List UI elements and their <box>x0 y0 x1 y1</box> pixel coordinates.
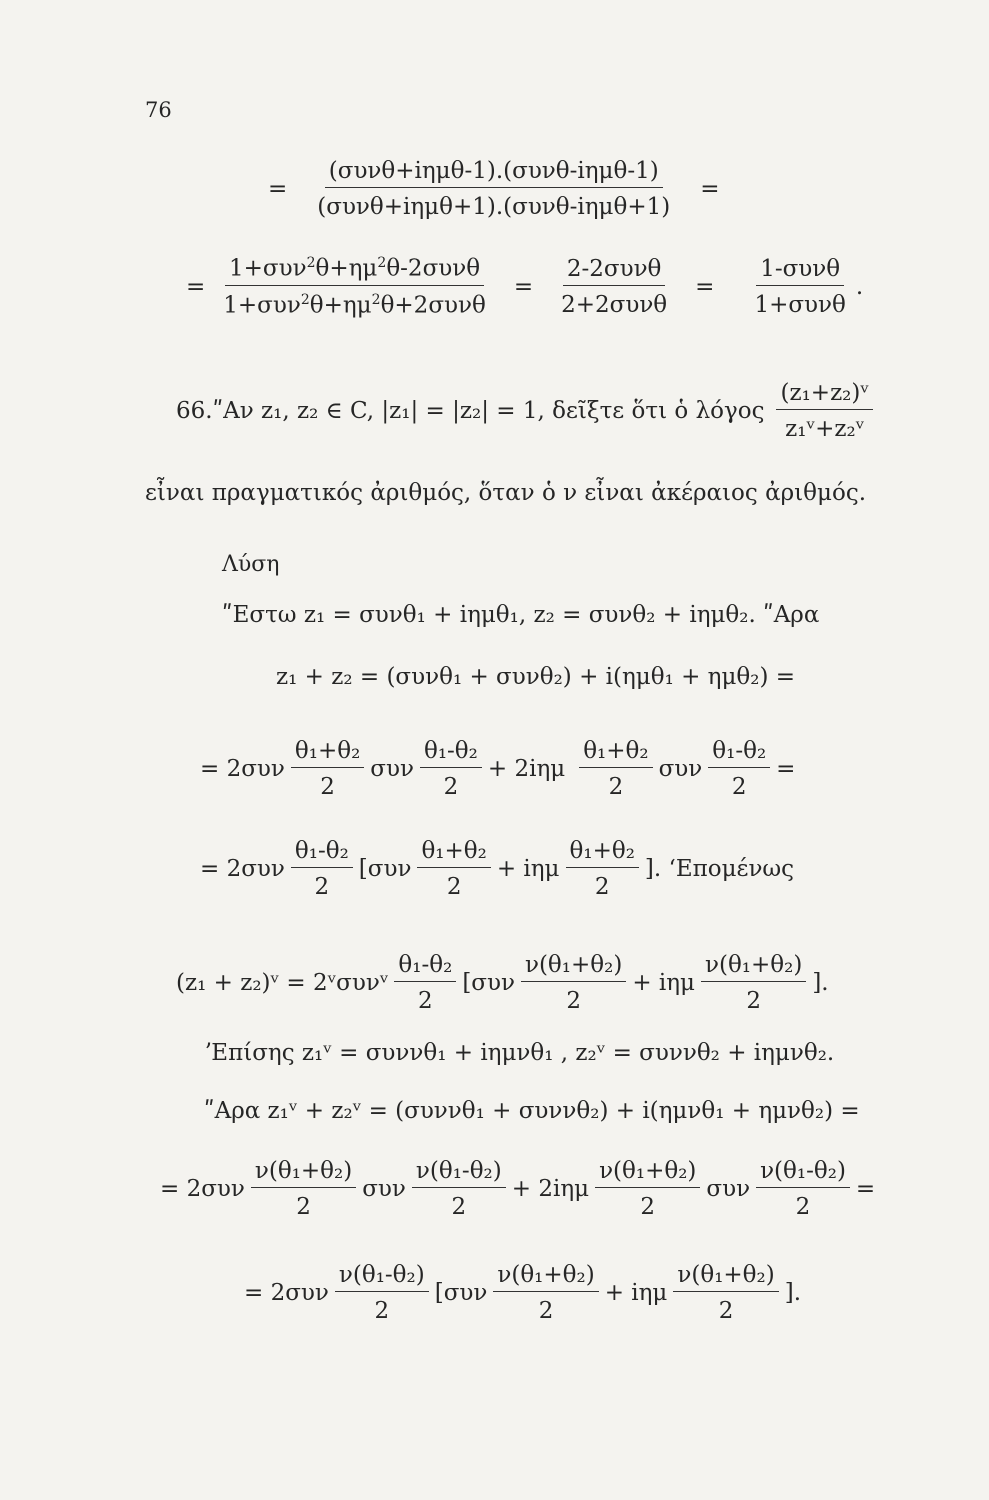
fraction <box>313 158 674 220</box>
exponent: 2 <box>371 291 381 308</box>
solution-line-8 <box>160 1158 875 1220</box>
fraction <box>708 738 770 800</box>
term: = 2συν <box>200 856 285 882</box>
term: συν <box>658 756 703 782</box>
denominator: 2 <box>718 1298 734 1324</box>
term: + iημ <box>604 1280 668 1306</box>
equals-sign: = <box>700 176 720 202</box>
solution-line-6: ʼΕπίσης z₁ᵛ = συννθ₁ + iημνθ₁ , z₂ᵛ = συννθ₂ + iημνθ₂. <box>204 1040 835 1066</box>
fraction <box>251 1158 356 1220</box>
fraction <box>493 1262 598 1324</box>
term: = 2συν <box>200 756 285 782</box>
term: + 2iημ <box>487 756 566 782</box>
term: θ+ημ <box>309 292 372 319</box>
fraction <box>335 1262 429 1324</box>
exponent: 2 <box>300 291 310 308</box>
denominator: 2 <box>538 1298 554 1324</box>
denominator <box>219 286 490 319</box>
denominator: 2 <box>795 1194 811 1220</box>
numerator: 1-συνθ <box>756 256 844 286</box>
numerator: θ₁+θ₂ <box>579 738 652 768</box>
numerator: (συνθ+iημθ-1).(συνθ-iημθ-1) <box>325 158 663 188</box>
denominator: 2 <box>418 988 433 1014</box>
numerator: θ₁-θ₂ <box>394 952 456 982</box>
fraction <box>219 255 490 318</box>
fraction <box>566 838 639 900</box>
fraction <box>291 738 364 800</box>
problem-text: 66.ʺΑν z₁, z₂ ∈ C, |z₁| = |z₂| = 1, δεῖξτε ὅτι ὁ λόγος <box>176 398 765 424</box>
term: θ-2συνθ <box>386 255 481 282</box>
denominator: 2 <box>451 1194 467 1220</box>
equals-sign: = <box>186 273 206 300</box>
solution-line-7: ʺΑρα z₁ᵛ + z₂ᵛ = (συννθ₁ + συννθ₂) + i(ημνθ₁ + ημνθ₂) = <box>204 1098 860 1124</box>
term: = 2συν <box>244 1280 329 1306</box>
numerator: θ₁-θ₂ <box>291 838 353 868</box>
denominator: 2 <box>640 1194 656 1220</box>
numerator: 2-2συνθ <box>563 256 666 286</box>
numerator: θ₁+θ₂ <box>566 838 639 868</box>
term: = 2συν <box>160 1176 245 1202</box>
denominator: 2 <box>594 874 610 900</box>
equation-line-2 <box>186 255 863 318</box>
equals-sign: = <box>513 273 534 300</box>
equals-sign: = <box>268 176 288 202</box>
equals-sign: = <box>855 1176 876 1202</box>
exponent: 2 <box>306 255 316 271</box>
denominator: 2+2συνθ <box>561 291 668 318</box>
denominator: 2 <box>566 988 581 1014</box>
term: θ+ημ <box>315 255 378 282</box>
numerator: ν(θ₁+θ₂) <box>673 1262 778 1292</box>
denominator: 2 <box>746 988 761 1014</box>
numerator: θ₁-θ₂ <box>420 738 482 768</box>
numerator: ν(θ₁+θ₂) <box>251 1158 356 1188</box>
term: [συν <box>434 1280 488 1306</box>
term: ]. <box>812 970 829 996</box>
denominator: (συνθ+iημθ+1).(συνθ-iημθ+1) <box>317 194 671 220</box>
term: + iημ <box>632 970 695 996</box>
denominator: 2 <box>443 774 459 800</box>
fraction <box>557 256 671 318</box>
numerator: ν(θ₁-θ₂) <box>412 1158 506 1188</box>
denominator: 1+συνθ <box>754 291 846 318</box>
term: + iημ <box>496 856 560 882</box>
denominator: 2 <box>374 1298 390 1324</box>
numerator <box>225 255 484 286</box>
equation-line-1 <box>268 158 720 220</box>
solution-line-5 <box>176 952 829 1014</box>
fraction <box>595 1158 700 1220</box>
solution-line-4 <box>200 838 794 900</box>
term: 1+συν <box>223 292 301 319</box>
term: συν <box>362 1176 406 1202</box>
term: 1+συν <box>229 255 307 282</box>
numerator: ν(θ₁-θ₂) <box>335 1262 429 1292</box>
solution-line-3 <box>200 738 795 800</box>
numerator: θ₁+θ₂ <box>417 838 490 868</box>
fraction <box>579 738 652 800</box>
numerator: ν(θ₁+θ₂) <box>595 1158 700 1188</box>
equals-sign: = <box>776 756 796 782</box>
solution-line-9 <box>244 1262 801 1324</box>
page-number: 76 <box>145 98 172 122</box>
denominator: 2 <box>296 1194 311 1220</box>
problem-66-statement <box>176 380 879 442</box>
term: [συν <box>462 970 515 996</box>
solution-heading: Λύση <box>222 552 280 577</box>
equals-sign: = <box>695 273 715 300</box>
ratio-fraction <box>776 380 872 442</box>
solution-line-2: z₁ + z₂ = (συνθ₁ + συνθ₂) + i(ημθ₁ + ημθ₂) = <box>276 664 796 690</box>
numerator: (z₁+z₂)ᵛ <box>776 380 872 410</box>
fraction <box>420 738 482 800</box>
numerator: ν(θ₁+θ₂) <box>493 1262 598 1292</box>
denominator: 2 <box>446 874 462 900</box>
numerator: ν(θ₁+θ₂) <box>521 952 626 982</box>
numerator: ν(θ₁+θ₂) <box>701 952 806 982</box>
fraction <box>673 1262 778 1324</box>
term: συν <box>706 1176 751 1202</box>
denominator: 2 <box>608 774 624 800</box>
problem-66-line-2: εἶναι πραγματικός ἀριθμός, ὅταν ὁ ν εἶναι ἀκέραιος ἀριθμός. <box>145 480 867 506</box>
numerator: θ₁+θ₂ <box>291 738 364 768</box>
fraction <box>412 1158 506 1220</box>
fraction <box>750 256 849 318</box>
numerator: ν(θ₁-θ₂) <box>756 1158 850 1188</box>
term: (z₁ + z₂)ᵛ = 2ᵛσυνᵛ <box>176 970 389 996</box>
fraction <box>701 952 806 1014</box>
denominator: 2 <box>731 774 747 800</box>
fraction <box>417 838 490 900</box>
denominator: 2 <box>320 774 335 800</box>
period: . <box>855 273 864 300</box>
numerator: θ₁-θ₂ <box>708 738 770 768</box>
fraction <box>394 952 456 1014</box>
term: θ+2συνθ <box>380 292 486 319</box>
denominator: z₁ᵛ+z₂ᵛ <box>785 416 865 442</box>
term: ]. ʻΕπομένως <box>644 856 795 882</box>
fraction <box>291 838 353 900</box>
term: + 2iημ <box>511 1176 590 1202</box>
denominator: 2 <box>314 874 330 900</box>
term: [συν <box>358 856 412 882</box>
term: ]. <box>784 1280 802 1306</box>
solution-line-1: ʺΕστω z₁ = συνθ₁ + iημθ₁, z₂ = συνθ₂ + iημθ₂. ʺΑρα <box>222 602 820 628</box>
fraction <box>521 952 626 1014</box>
fraction <box>756 1158 850 1220</box>
term: συν <box>370 756 414 782</box>
exponent: 2 <box>377 255 387 271</box>
